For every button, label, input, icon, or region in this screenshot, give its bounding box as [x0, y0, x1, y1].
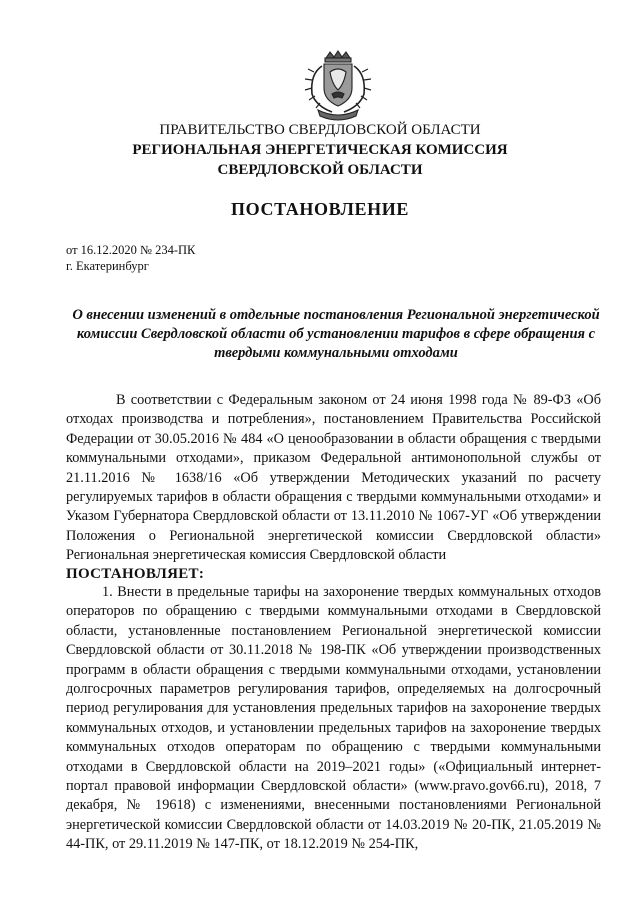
- government-name: ПРАВИТЕЛЬСТВО СВЕРДЛОВСКОЙ ОБЛАСТИ: [159, 122, 481, 138]
- commission-name-line2: СВЕРДЛОВСКОЙ ОБЛАСТИ: [217, 162, 423, 178]
- date-and-number: от 16.12.2020 № 234-ПК: [66, 243, 196, 257]
- coat-of-arms-emblem: [296, 50, 380, 122]
- item-1-paragraph: 1. Внести в предельные тарифы на захоронение твердых коммунальных отходов операторов по обращению с твердыми коммунальными отходами в Свердловской области, установленные постановлением Региональной энергетической комиссии Свердловской области от 30.11.2018 № 198-ПК «Об утверждении производственных программ в области обращения с твердыми коммунальными отходами, установлении долгосрочных параметров регулирования тарифов, определяемых на долгосрочный период регулирования для установления предельных тарифов на захоронение твердых коммунальных отходов, и установлении предельных тарифов на захоронение твердых коммунальных отходов операторам по обращению с твердыми коммунальными отходами в Свердловской области на 2019–2021 годы» («Официальный интернет-портал правовой информации Свердловской области» (www.pravo.gov66.ru), 2018, 7 декабря, № 19618) с изменениями, внесенными постановлениями Региональной энергетической комиссии Свердловской области от 14.03.2019 № 20-ПК, 21.05.2019 № 44-ПК, от 29.11.2019 № 147-ПК, от 18.12.2019 № 254-ПК,: [66, 584, 601, 853]
- city: г. Екатеринбург: [66, 259, 149, 273]
- preamble-paragraph: В соответствии с Федеральным законом от 24 июня 1998 года № 89-ФЗ «Об отходах производства и потребления», постановлением Правительства Российской Федерации от 30.05.2016 № 484 «О ценообразовании в области обращения с твердыми коммунальными отходами», приказом Федеральной антимонопольной службы от 21.11.2016 № 1638/16 «Об утверждении Методических указаний по расчету регулируемых тарифов в области обращения с твердыми коммунальными отходами» и Указом Губернатора Свердловской области от 13.11.2010 № 1067-УГ «Об утверждении Положения о Региональной энергетической комиссии Свердловской области» Региональная энергетическая комиссия Свердловской области: [66, 392, 601, 564]
- commission-name-line1: РЕГИОНАЛЬНАЯ ЭНЕРГЕТИЧЕСКАЯ КОМИССИЯ: [132, 142, 508, 158]
- decree-word: ПОСТАНОВЛЯЕТ:: [66, 566, 205, 582]
- document-type-heading: ПОСТАНОВЛЕНИЕ: [231, 199, 409, 219]
- document-subject: О внесении изменений в отдельные постановления Региональной энергетической комиссии Свердловской области об установлении тарифов в сфере обращения с твердыми коммунальными отходами: [72, 307, 600, 361]
